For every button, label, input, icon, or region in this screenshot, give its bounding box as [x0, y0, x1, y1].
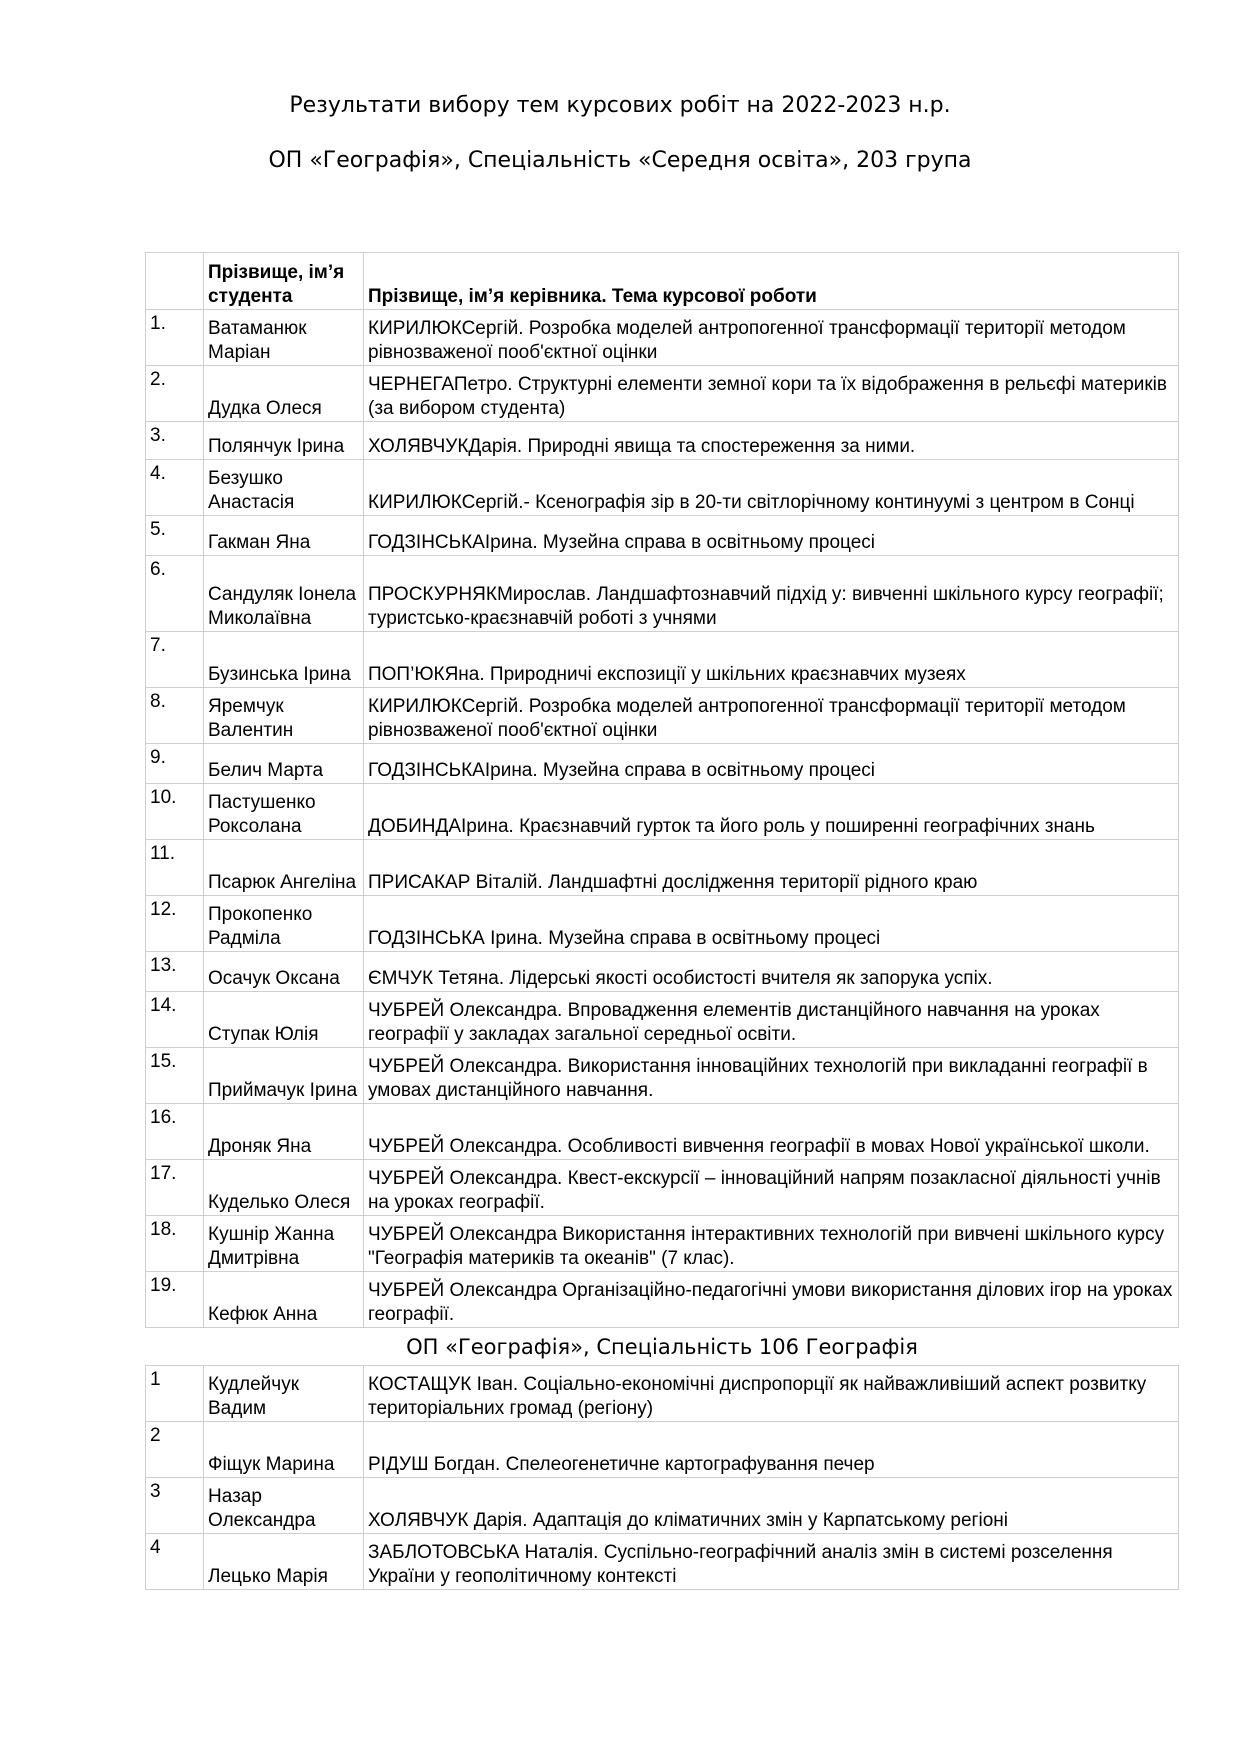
row-number: 9.: [146, 744, 204, 784]
table-row: [146, 1216, 1179, 1272]
supervisor-topic: ЧУБРЕЙ Олександра. Використання інноваційних технологій при викладанні географії в умовах дистанційного навчання.: [364, 1048, 1179, 1104]
topics-table: [145, 252, 1179, 1590]
table-row: [146, 744, 1179, 784]
student-name: Осачук Оксана: [204, 952, 364, 992]
table-row: [146, 632, 1179, 688]
supervisor-topic: ЧУБРЕЙ Олександра. Особливості вивчення географії в мовах Нової української школи.: [364, 1104, 1179, 1160]
table-row: [146, 1048, 1179, 1104]
header-topic: Прізвище, ім’я керівника. Тема курсової роботи: [364, 253, 1179, 310]
student-name: Кудлейчук Вадим: [204, 1366, 364, 1422]
table-row: [146, 1104, 1179, 1160]
student-name: Гакман Яна: [204, 516, 364, 556]
supervisor-topic: ЧУБРЕЙ Олександра Організаційно-педагогічні умови використання ділових ігор на уроках географії.: [364, 1272, 1179, 1328]
supervisor-topic: КИРИЛЮКСергій. Розробка моделей антропогенної трансформації території методом рівнозваженої пооб'єктної оцінки: [364, 688, 1179, 744]
table-row: [146, 992, 1179, 1048]
row-number: 15.: [146, 1048, 204, 1104]
student-name: Псарюк Ангеліна: [204, 840, 364, 896]
header-number: [146, 253, 204, 310]
student-name: Полянчук Ірина: [204, 422, 364, 460]
document-subtitle: ОП «Географія», Спеціальність «Середня освіта», 203 група: [268, 148, 972, 173]
table-row: [146, 1272, 1179, 1328]
supervisor-topic: ЧУБРЕЙ Олександра. Впровадження елементів дистанційного навчання на уроках географії у закладах загальної середньої освіти.: [364, 992, 1179, 1048]
supervisor-topic: ЧЕРНЕГАПетро. Структурні елементи земної кори та їх відображення в рельєфі материків (за вибором студента): [364, 366, 1179, 422]
table-row: [146, 1422, 1179, 1478]
table-row: [146, 840, 1179, 896]
supervisor-topic: КИРИЛЮКСергій. Розробка моделей антропогенної трансформації території методом рівнозваженої пооб'єктної оцінки: [364, 310, 1179, 366]
table-row: [146, 952, 1179, 992]
student-name: Пастушенко Роксолана: [204, 784, 364, 840]
student-name: Сандуляк Іонела Миколаївна: [204, 556, 364, 632]
student-name: Кушнір Жанна Дмитрівна: [204, 1216, 364, 1272]
row-number: 18.: [146, 1216, 204, 1272]
supervisor-topic: ЄМЧУК Тетяна. Лідерські якості особистості вчителя як запорука успіх.: [364, 952, 1179, 992]
table-row: [146, 1160, 1179, 1216]
student-name: Лецько Марія: [204, 1534, 364, 1590]
row-number: 5.: [146, 516, 204, 556]
table-row: [146, 460, 1179, 516]
row-number: 14.: [146, 992, 204, 1048]
supervisor-topic: РІДУШ Богдан. Спелеогенетичне картографування печер: [364, 1422, 1179, 1478]
document-title: Результати вибору тем курсових робіт на 2022-2023 н.р.: [289, 93, 951, 118]
section-heading-row: [146, 1328, 1179, 1366]
header-student: Прізвище, ім’я студента: [204, 253, 364, 310]
supervisor-topic: ПРОСКУРНЯКМирослав. Ландшафтознавчий підхід у: вивченні шкільного курсу географії; туристсько-краєзнавчій роботі з учнями: [364, 556, 1179, 632]
student-name: Белич Марта: [204, 744, 364, 784]
student-name: Яремчук Валентин: [204, 688, 364, 744]
row-number: 1.: [146, 310, 204, 366]
student-name: Фіщук Марина: [204, 1422, 364, 1478]
section-heading: ОП «Географія», Спеціальність 106 Географія: [146, 1328, 1179, 1366]
student-name: Приймачук Ірина: [204, 1048, 364, 1104]
row-number: 16.: [146, 1104, 204, 1160]
student-name: Дудка Олеся: [204, 366, 364, 422]
table-row: [146, 1478, 1179, 1534]
supervisor-topic: ЗАБЛОТОВСЬКА Наталія. Суспільно-географічний аналіз змін в системі розселення України у геополітичному контексті: [364, 1534, 1179, 1590]
student-name: Прокопенко Радміла: [204, 896, 364, 952]
table-row: [146, 896, 1179, 952]
student-name: Кефюк Анна: [204, 1272, 364, 1328]
row-number: 2: [146, 1422, 204, 1478]
row-number: 3: [146, 1478, 204, 1534]
supervisor-topic: КОСТАЩУК Іван. Соціально-економічні диспропорції як найважливіший аспект розвитку територіальних громад (регіону): [364, 1366, 1179, 1422]
supervisor-topic: ГОДЗІНСЬКА Ірина. Музейна справа в освітньому процесі: [364, 896, 1179, 952]
student-name: Ватаманюк Маріан: [204, 310, 364, 366]
student-name: Назар Олександра: [204, 1478, 364, 1534]
row-number: 1: [146, 1366, 204, 1422]
table-header-row: [146, 253, 1179, 310]
row-number: 19.: [146, 1272, 204, 1328]
table-row: [146, 1366, 1179, 1422]
row-number: 4.: [146, 460, 204, 516]
table-row: [146, 310, 1179, 366]
table-row: [146, 422, 1179, 460]
row-number: 12.: [146, 896, 204, 952]
supervisor-topic: ХОЛЯВЧУК Дарія. Адаптація до кліматичних змін у Карпатському регіоні: [364, 1478, 1179, 1534]
row-number: 8.: [146, 688, 204, 744]
table-row: [146, 516, 1179, 556]
row-number: 7.: [146, 632, 204, 688]
student-name: Безушко Анастасія: [204, 460, 364, 516]
row-number: 13.: [146, 952, 204, 992]
supervisor-topic: КИРИЛЮКСергій.- Ксенографія зір в 20-ти світлорічному континуумі з центром в Сонці: [364, 460, 1179, 516]
table-row: [146, 556, 1179, 632]
row-number: 2.: [146, 366, 204, 422]
supervisor-topic: ХОЛЯВЧУКДарія. Природні явища та спостереження за ними.: [364, 422, 1179, 460]
row-number: 17.: [146, 1160, 204, 1216]
supervisor-topic: ЧУБРЕЙ Олександра. Квест-екскурсії – інноваційний напрям позакласної діяльності учнів на уроках географії.: [364, 1160, 1179, 1216]
row-number: 4: [146, 1534, 204, 1590]
row-number: 6.: [146, 556, 204, 632]
row-number: 11.: [146, 840, 204, 896]
row-number: 3.: [146, 422, 204, 460]
table-row: [146, 688, 1179, 744]
table-row: [146, 784, 1179, 840]
supervisor-topic: ПРИСАКАР Віталій. Ландшафтні дослідження території рідного краю: [364, 840, 1179, 896]
supervisor-topic: ГОДЗІНСЬКАІрина. Музейна справа в освітньому процесі: [364, 744, 1179, 784]
row-number: 10.: [146, 784, 204, 840]
student-name: Дроняк Яна: [204, 1104, 364, 1160]
student-name: Бузинська Ірина: [204, 632, 364, 688]
table-row: [146, 1534, 1179, 1590]
supervisor-topic: ЧУБРЕЙ Олександра Використання інтерактивних технологій при вивчені шкільного курсу "Географія материків та океанів" (7 клас).: [364, 1216, 1179, 1272]
table-row: [146, 366, 1179, 422]
supervisor-topic: ДОБИНДАІрина. Краєзнавчий гурток та його роль у поширенні географічних знань: [364, 784, 1179, 840]
student-name: Ступак Юлія: [204, 992, 364, 1048]
student-name: Куделько Олеся: [204, 1160, 364, 1216]
supervisor-topic: ПОП’ЮКЯна. Природничі експозиції у шкільних краєзнавчих музеях: [364, 632, 1179, 688]
supervisor-topic: ГОДЗІНСЬКАІрина. Музейна справа в освітньому процесі: [364, 516, 1179, 556]
